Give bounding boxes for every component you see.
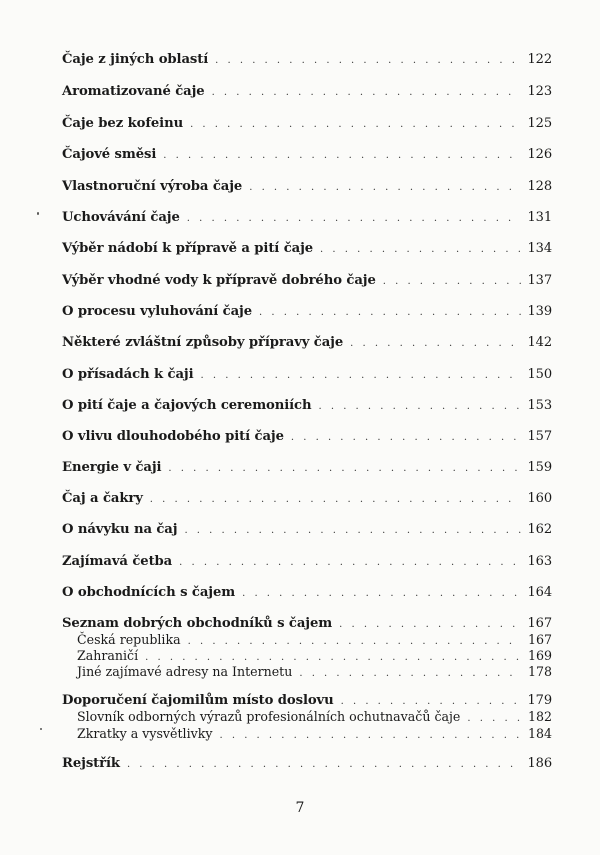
toc-entry-title: Seznam dobrých obchodníků s čajem xyxy=(62,616,333,631)
dot-leader xyxy=(190,119,521,130)
toc-entry-page: 182 xyxy=(527,709,552,724)
toc-subentry xyxy=(62,664,552,679)
toc-entry-title: Česká republika xyxy=(77,632,181,647)
toc-entry-page: 139 xyxy=(527,304,552,319)
toc-entry-title: Výběr nádobí k přípravě a pití čaje xyxy=(62,241,314,256)
toc-entry-page: 167 xyxy=(527,616,552,631)
toc-entry-page: 131 xyxy=(527,210,552,225)
toc-entry xyxy=(62,367,552,382)
toc-entry-title: Doporučení čajomilům místo doslovu xyxy=(62,693,334,708)
toc-entry-title: Čajové směsi xyxy=(62,147,157,162)
toc-entry-page: 179 xyxy=(527,693,552,708)
dot-leader xyxy=(320,244,521,255)
dot-leader xyxy=(299,668,522,679)
toc-entry-page: 162 xyxy=(527,522,552,537)
toc-entry-title: Slovník odborných výrazů profesionálních ochutnavačů čaje xyxy=(77,709,461,724)
dot-leader xyxy=(184,525,521,536)
toc-entry-page: 150 xyxy=(527,367,552,382)
dot-leader xyxy=(350,338,521,349)
toc-entry-title: O návyku na čaj xyxy=(62,522,178,537)
toc-entry-title: Jiné zajímavé adresy na Internetu xyxy=(77,664,293,679)
toc-entry xyxy=(62,210,552,225)
toc-entry xyxy=(62,693,552,708)
toc-entry-title: Výběr vhodné vody k přípravě dobrého čaje xyxy=(62,273,376,288)
toc-entry-title: Uchovávání čaje xyxy=(62,210,180,225)
dot-leader xyxy=(145,652,522,663)
toc-entry xyxy=(62,616,552,631)
toc-entry-title: Zajímavá četba xyxy=(62,554,173,569)
dot-leader xyxy=(187,213,522,224)
dot-leader xyxy=(259,307,521,318)
toc-entry-title: Některé zvláštní způsoby přípravy čaje xyxy=(62,335,344,350)
toc-entry xyxy=(62,116,552,131)
toc-entry-page: 164 xyxy=(527,585,552,600)
toc-entry-title: O pití čaje a čajových ceremoniích xyxy=(62,398,312,413)
dot-leader xyxy=(212,87,522,98)
toc-entry-page: 169 xyxy=(527,648,552,663)
toc-entry-title: O přísadách k čaji xyxy=(62,367,194,382)
toc-entry-title: Vlastnoruční výroba čaje xyxy=(62,179,243,194)
dot-leader xyxy=(467,713,522,724)
toc-entry xyxy=(62,398,552,413)
dot-leader xyxy=(341,696,522,707)
dot-leader xyxy=(383,276,522,287)
toc-subentry xyxy=(62,709,552,724)
dot-leader xyxy=(242,588,521,599)
toc-entry-title: Čaje bez kofeinu xyxy=(62,116,184,131)
toc-entry xyxy=(62,84,552,99)
toc-entry-title: Zkratky a vysvětlivky xyxy=(77,726,213,741)
toc-entry xyxy=(62,429,552,444)
toc-entry-page: 128 xyxy=(527,179,552,194)
toc-entry-page: 142 xyxy=(527,335,552,350)
toc-entry-title: Energie v čaji xyxy=(62,460,162,475)
toc-entry-page: 123 xyxy=(527,84,552,99)
toc-entry xyxy=(62,241,552,256)
toc-entry xyxy=(62,147,552,162)
toc-entry-page: 184 xyxy=(527,726,552,741)
page-number: 7 xyxy=(295,800,305,816)
toc-subentry xyxy=(62,726,552,741)
dot-leader xyxy=(168,463,521,474)
toc-entry xyxy=(62,491,552,506)
toc-entry-title: Čaje z jiných oblastí xyxy=(62,52,209,67)
toc-entry-page: 159 xyxy=(527,460,552,475)
dot-leader xyxy=(150,494,522,505)
dot-leader xyxy=(291,432,522,443)
toc-entry-page: 125 xyxy=(527,116,552,131)
toc-entry xyxy=(62,585,552,600)
toc-entry xyxy=(62,273,552,288)
scan-speck xyxy=(37,212,39,215)
toc-entry-page: 167 xyxy=(527,632,552,647)
dot-leader xyxy=(188,636,522,647)
toc-entry xyxy=(62,179,552,194)
toc-entry xyxy=(62,304,552,319)
toc-entry xyxy=(62,52,552,67)
toc-subentry xyxy=(62,648,552,663)
toc-entry-page: 134 xyxy=(527,241,552,256)
toc-entry-title: O vlivu dlouhodobého pití čaje xyxy=(62,429,284,444)
scan-speck xyxy=(40,728,42,730)
dot-leader xyxy=(127,759,522,770)
toc-entry-page: 137 xyxy=(527,273,552,288)
toc-subentry xyxy=(62,632,552,647)
toc-entry-page: 163 xyxy=(527,554,552,569)
toc-entry-title: Čaj a čakry xyxy=(62,491,143,506)
toc-entry xyxy=(62,554,552,569)
toc-entry-page: 160 xyxy=(527,491,552,506)
dot-leader xyxy=(318,401,521,412)
toc-entry-page: 153 xyxy=(527,398,552,413)
toc-entry-page: 126 xyxy=(527,147,552,162)
toc-entry-title: O procesu vyluhování čaje xyxy=(62,304,253,319)
dot-leader xyxy=(249,182,521,193)
dot-leader xyxy=(219,730,521,741)
toc-entry-title: O obchodnících s čajem xyxy=(62,585,236,600)
dot-leader xyxy=(339,619,521,630)
toc-entry xyxy=(62,756,552,771)
toc-entry-title: Aromatizované čaje xyxy=(62,84,205,99)
dot-leader xyxy=(163,150,521,161)
dot-leader xyxy=(179,557,521,568)
toc-entry-page: 178 xyxy=(527,664,552,679)
toc-entry xyxy=(62,335,552,350)
dot-leader xyxy=(215,55,521,66)
toc-entry-page: 157 xyxy=(527,429,552,444)
toc-entry xyxy=(62,522,552,537)
toc-entry-page: 122 xyxy=(527,52,552,67)
toc-entry-page: 186 xyxy=(527,756,552,771)
toc-entry-title: Zahraničí xyxy=(77,648,139,663)
toc-entry-title: Rejstřík xyxy=(62,756,120,771)
dot-leader xyxy=(201,370,522,381)
toc-entry xyxy=(62,460,552,475)
